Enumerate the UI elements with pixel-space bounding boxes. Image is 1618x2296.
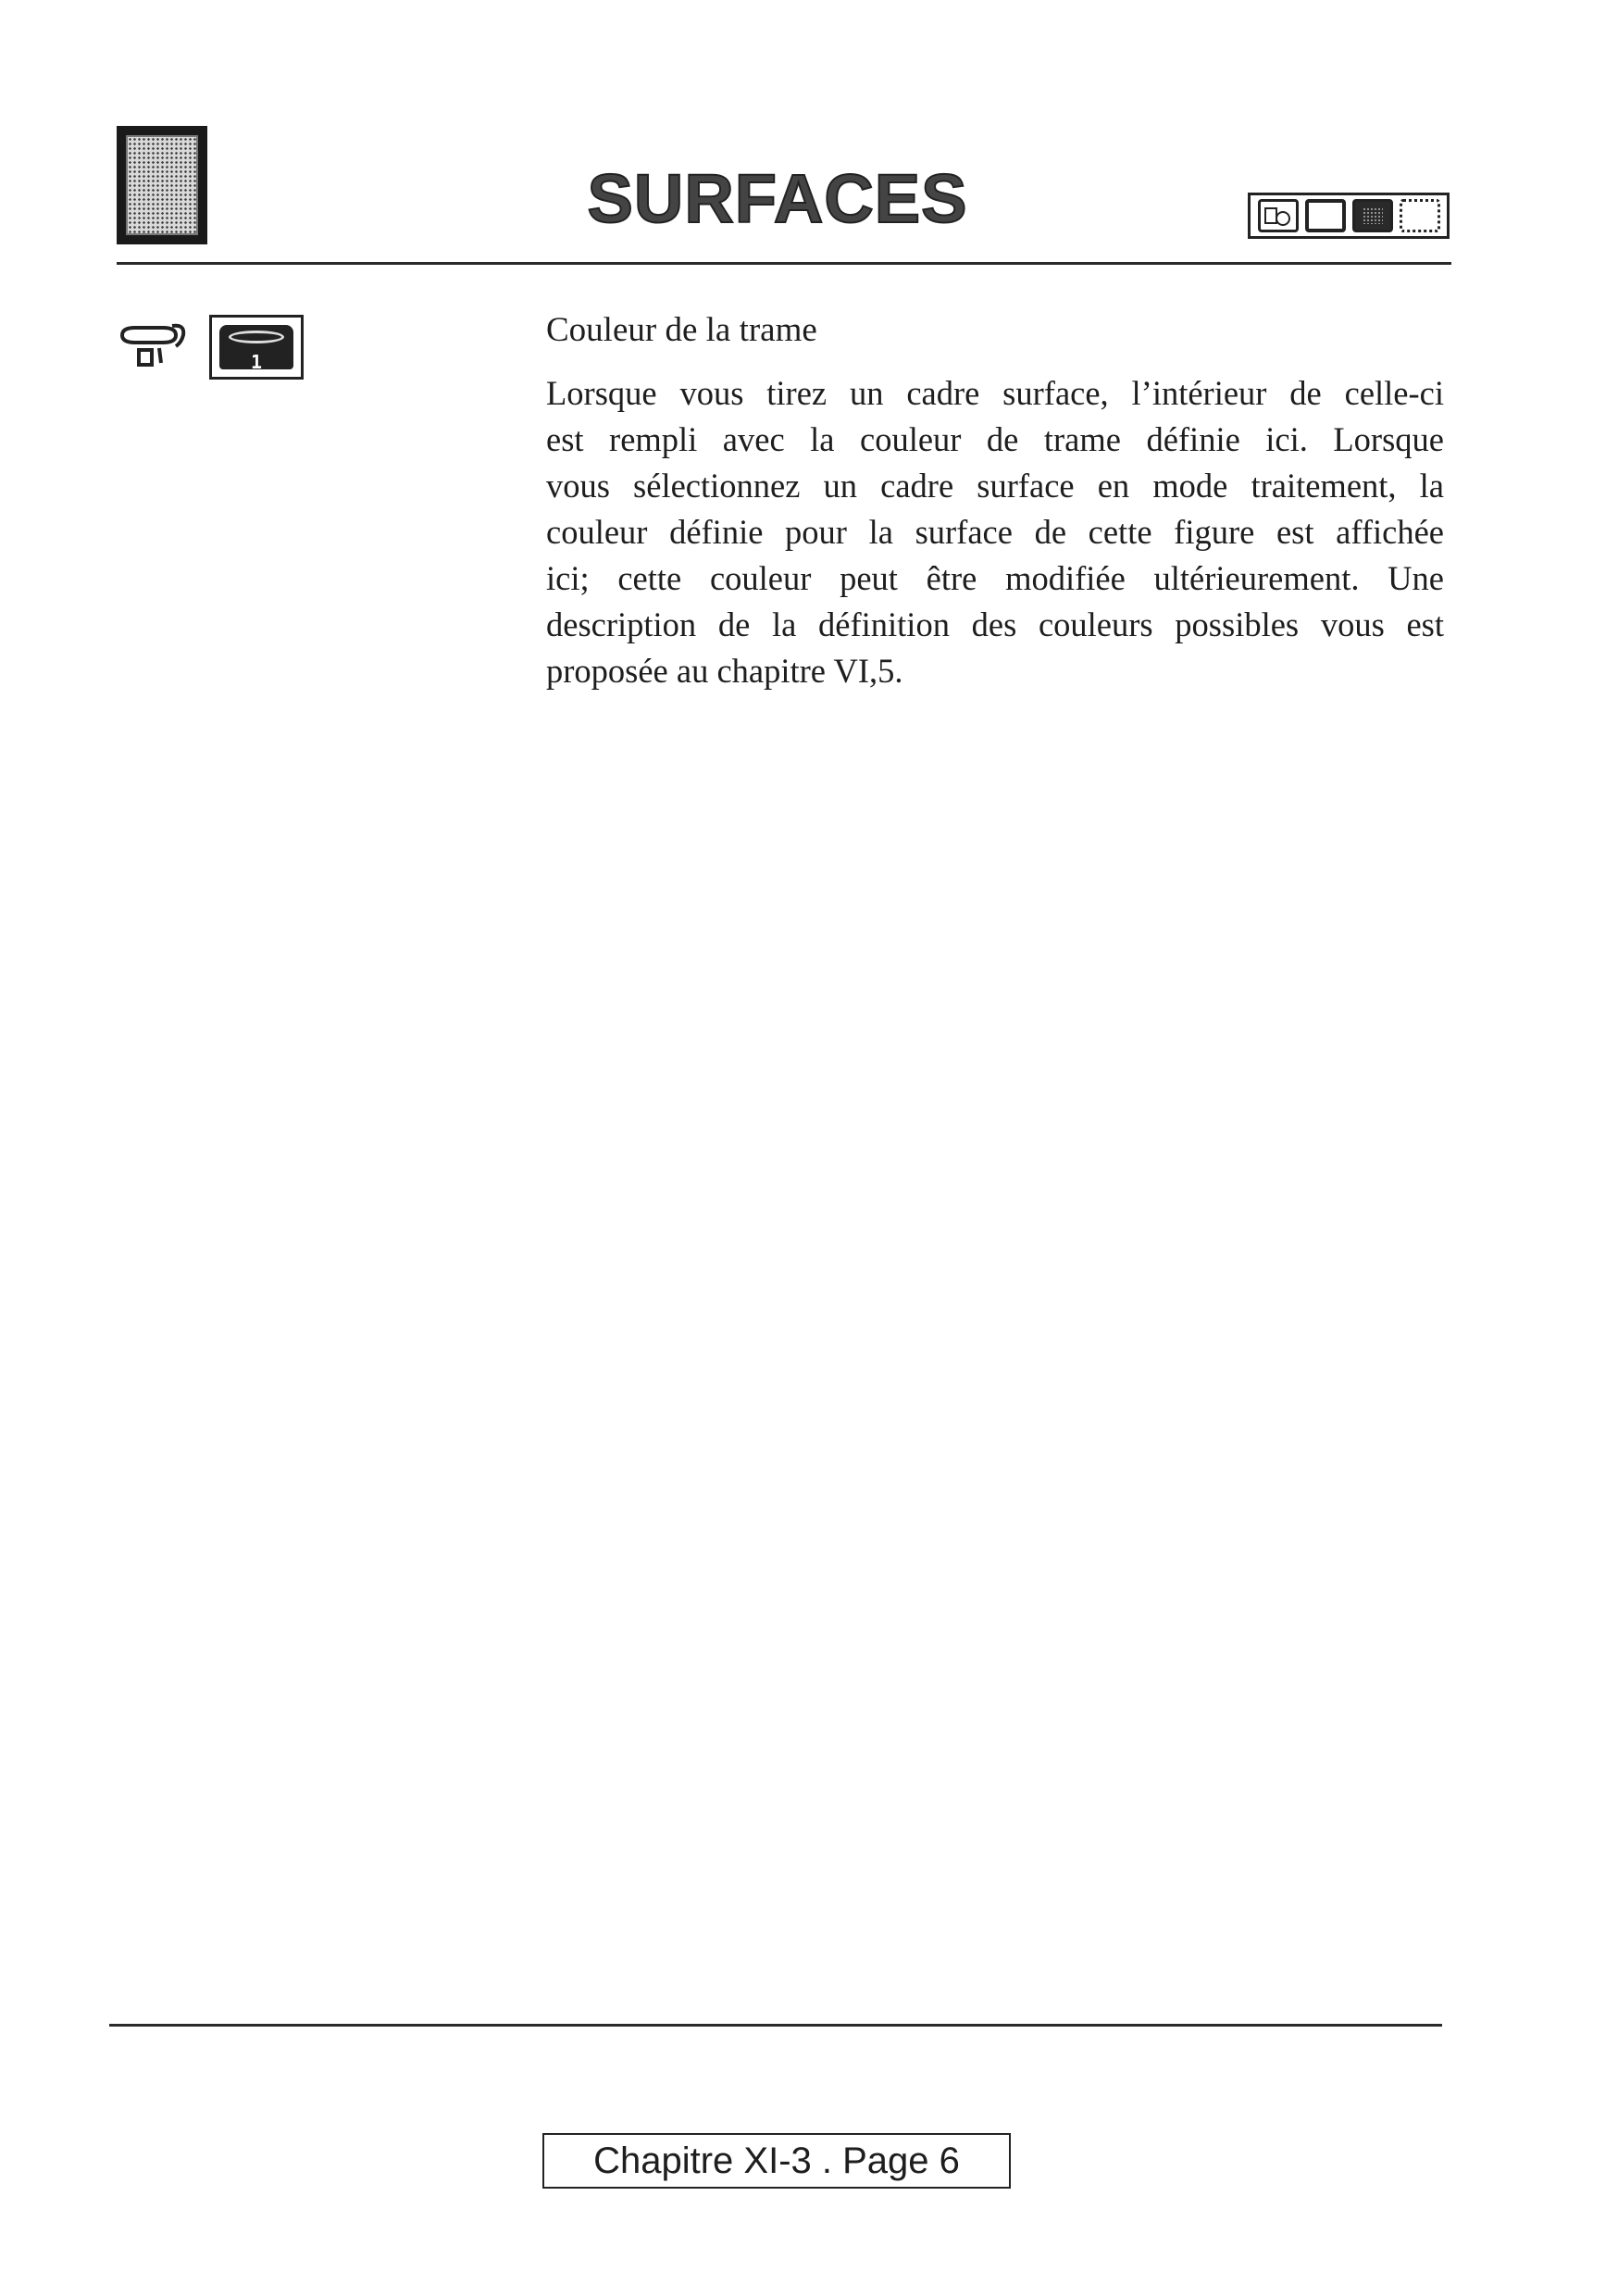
page-number-label: Chapitre XI-3 . Page 6 xyxy=(542,2133,1011,2189)
page-title: SURFACES xyxy=(587,160,968,237)
header-divider xyxy=(117,262,1451,265)
paragraph-line: proposée au chapitre VI,5. xyxy=(546,652,903,690)
paragraph-line: description de la définition des couleurs possibles vous est xyxy=(546,605,1444,643)
footer-divider xyxy=(109,2024,1442,2027)
fill-bucket-icon xyxy=(209,315,304,380)
pattern-swatch xyxy=(126,135,198,235)
section-heading: Couleur de la trame xyxy=(546,311,817,349)
mode-icon-bar xyxy=(1248,193,1450,239)
paragraph-line: ici; cette couleur peut être modifiée ultérieurement. Une xyxy=(546,559,1444,597)
paragraph-line: couleur définie pour la surface de cette figure est affichée xyxy=(546,513,1444,551)
shapes-mode-icon xyxy=(1258,199,1299,232)
section-paragraph xyxy=(546,370,1444,694)
outline-mode-icon xyxy=(1305,199,1346,232)
paragraph-line: Lorsque vous tirez un cadre surface, l’intérieur de celle-ci xyxy=(546,374,1444,412)
dotted-pattern-icon xyxy=(117,126,207,244)
paragraph-line: vous sélectionnez un cadre surface en mode traitement, la xyxy=(546,467,1444,505)
pointer-icon xyxy=(118,322,193,370)
filled-mode-icon xyxy=(1352,199,1393,232)
dotted-mode-icon xyxy=(1400,199,1440,232)
fill-tool-number: 1 xyxy=(250,351,263,373)
paragraph-line: est rempli avec la couleur de trame définie ici. Lorsque xyxy=(546,420,1444,458)
